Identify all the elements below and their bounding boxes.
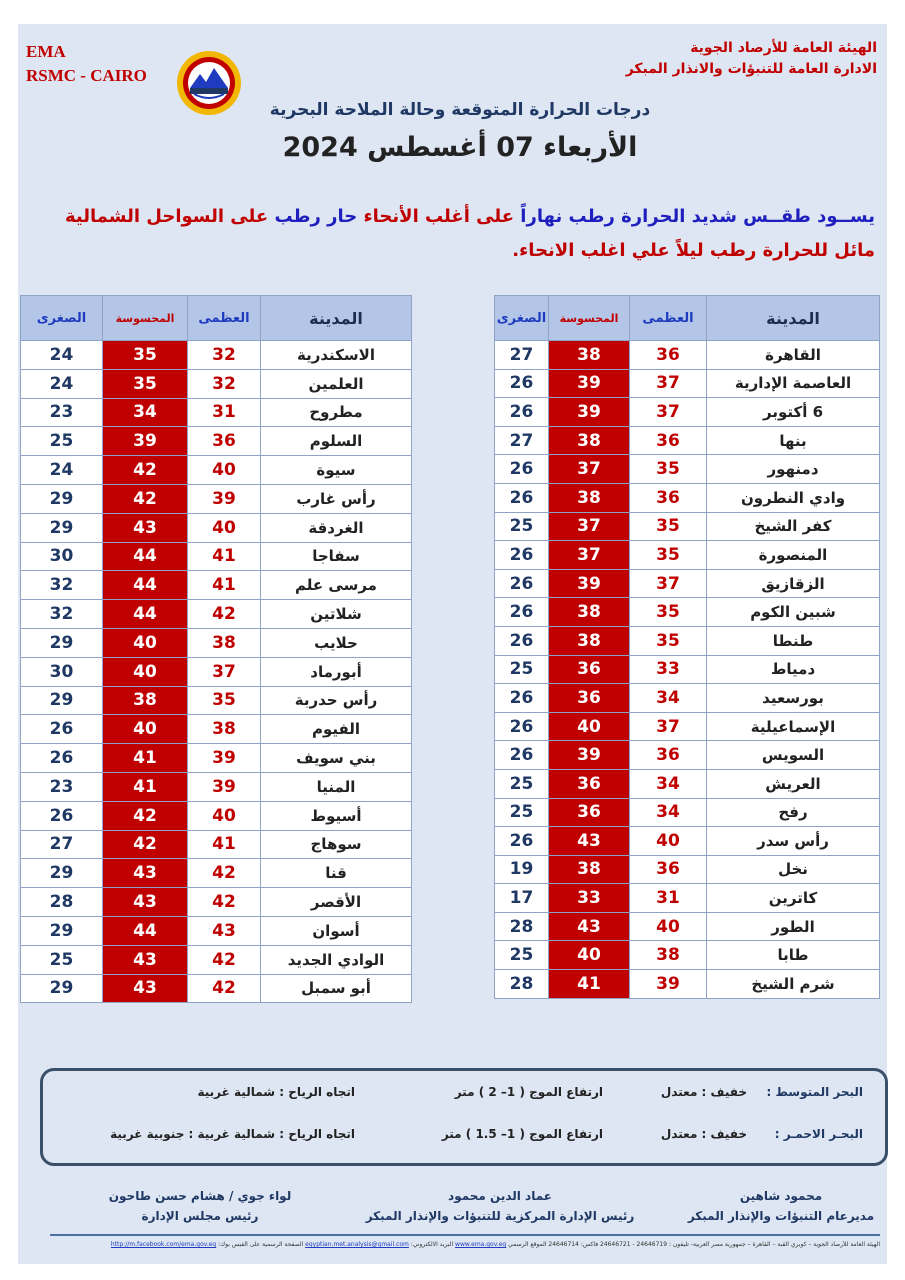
min-temp-cell: 25 [21, 427, 103, 456]
city-cell: طابا [707, 941, 880, 970]
column-feel: المحسوسة [103, 296, 188, 341]
table-row [21, 772, 412, 801]
city-cell: الإسماعيلية [707, 712, 880, 741]
max-temp-cell: 37 [630, 569, 707, 598]
min-temp-cell: 29 [21, 513, 103, 542]
table-row [495, 855, 880, 884]
table-row [495, 483, 880, 512]
table-row [495, 912, 880, 941]
max-temp-cell: 33 [630, 655, 707, 684]
min-temp-cell: 26 [495, 741, 549, 770]
table-row [21, 744, 412, 773]
sea-row-mediterranean [43, 1085, 885, 1109]
max-temp-cell: 36 [630, 741, 707, 770]
table-row [21, 427, 412, 456]
column-feel: المحسوسة [549, 296, 630, 341]
org-name [626, 38, 877, 80]
max-temp-cell: 36 [188, 427, 261, 456]
min-temp-cell: 29 [21, 628, 103, 657]
city-cell: الفيوم [261, 715, 412, 744]
max-temp-cell: 39 [188, 772, 261, 801]
signature-forecast-director [681, 1186, 881, 1226]
feels-like-cell: 42 [103, 484, 188, 513]
min-temp-cell: 29 [21, 484, 103, 513]
table-row [21, 341, 412, 370]
table-row [21, 916, 412, 945]
max-temp-cell: 36 [630, 855, 707, 884]
city-cell: شلاتين [261, 600, 412, 629]
city-cell: دمنهور [707, 455, 880, 484]
min-temp-cell: 30 [21, 657, 103, 686]
forecast-part-2: على أغلب الأنحاء [363, 206, 514, 227]
temperature-table-left [20, 295, 412, 1003]
max-temp-cell: 36 [630, 341, 707, 370]
min-temp-cell: 25 [495, 769, 549, 798]
city-cell: سفاجا [261, 542, 412, 571]
city-cell: شرم الشيخ [707, 970, 880, 999]
feels-like-cell: 43 [103, 859, 188, 888]
feels-like-cell: 35 [103, 341, 188, 370]
table-row [21, 830, 412, 859]
signature-name: محمود شاهين [739, 1189, 823, 1203]
max-temp-cell: 40 [188, 456, 261, 485]
table-row [21, 542, 412, 571]
signature-central-director [360, 1186, 640, 1226]
feels-like-cell: 40 [549, 712, 630, 741]
max-temp-cell: 34 [630, 769, 707, 798]
footer [50, 1241, 880, 1248]
feels-like-cell: 36 [549, 684, 630, 713]
feels-like-cell: 38 [549, 626, 630, 655]
city-cell: بني سويف [261, 744, 412, 773]
max-temp-cell: 40 [188, 801, 261, 830]
footer-address: الهيئة العامة للأرصاد الجوية – كوبري القبة – القاهرة – جمهورية مصر العربية- تليفون : 24646719 - 24646721 فاكس: 24646714 الموقع الرسمي [508, 1241, 880, 1248]
city-cell: نخل [707, 855, 880, 884]
table-row [21, 859, 412, 888]
feels-like-cell: 39 [549, 569, 630, 598]
city-cell: العريش [707, 769, 880, 798]
feels-like-cell: 44 [103, 542, 188, 571]
max-temp-cell: 42 [188, 974, 261, 1003]
feels-like-cell: 37 [549, 512, 630, 541]
max-temp-cell: 34 [630, 684, 707, 713]
city-cell: السويس [707, 741, 880, 770]
min-temp-cell: 26 [495, 541, 549, 570]
column-min: الصغرى [21, 296, 103, 341]
min-temp-cell: 26 [495, 569, 549, 598]
max-temp-cell: 42 [188, 888, 261, 917]
table-row [21, 888, 412, 917]
city-cell: القاهرة [707, 341, 880, 370]
feels-like-cell: 38 [549, 426, 630, 455]
min-temp-cell: 25 [495, 512, 549, 541]
min-temp-cell: 23 [21, 772, 103, 801]
table-row [495, 769, 880, 798]
city-cell: العاصمة الإدارية [707, 369, 880, 398]
max-temp-cell: 35 [630, 626, 707, 655]
city-cell: دمياط [707, 655, 880, 684]
max-temp-cell: 39 [630, 970, 707, 999]
city-cell: المنيا [261, 772, 412, 801]
max-temp-cell: 31 [630, 884, 707, 913]
feels-like-cell: 33 [549, 884, 630, 913]
feels-like-cell: 44 [103, 600, 188, 629]
min-temp-cell: 26 [495, 712, 549, 741]
feels-like-cell: 40 [103, 715, 188, 744]
max-temp-cell: 39 [188, 744, 261, 773]
table-row [21, 686, 412, 715]
wave-height: ارتفاع الموج ( 1– 2 ) متر [454, 1085, 603, 1099]
forecast-line-2: مائل للحرارة رطب ليلاً علي اغلب الانحاء. [512, 240, 875, 261]
temperature-table-right [494, 295, 880, 999]
table-row [21, 974, 412, 1003]
feels-like-cell: 43 [549, 827, 630, 856]
feels-like-cell: 42 [103, 801, 188, 830]
city-cell: أبو سمبل [261, 974, 412, 1003]
min-temp-cell: 26 [495, 626, 549, 655]
table-row [21, 801, 412, 830]
city-cell: شبين الكوم [707, 598, 880, 627]
feels-like-cell: 37 [549, 541, 630, 570]
max-temp-cell: 32 [188, 341, 261, 370]
min-temp-cell: 26 [495, 684, 549, 713]
signature-role: رئيس الإدارة المركزية للتنبؤات والإنذار المبكر [365, 1209, 635, 1223]
table-row [495, 827, 880, 856]
column-city: المدينة [261, 296, 412, 341]
feels-like-cell: 44 [103, 571, 188, 600]
min-temp-cell: 19 [495, 855, 549, 884]
max-temp-cell: 42 [188, 859, 261, 888]
max-temp-cell: 35 [630, 455, 707, 484]
rsmc-label: RSMC - CAIRO [26, 66, 147, 85]
city-cell: الزقازيق [707, 569, 880, 598]
min-temp-cell: 32 [21, 571, 103, 600]
min-temp-cell: 26 [21, 801, 103, 830]
feels-like-cell: 43 [103, 945, 188, 974]
city-cell: بورسعيد [707, 684, 880, 713]
min-temp-cell: 26 [21, 744, 103, 773]
table-row [495, 712, 880, 741]
wind-direction: اتجاه الرياح : شمالية غربية [197, 1085, 355, 1099]
city-cell: حلايب [261, 628, 412, 657]
city-cell: رأس حدربة [261, 686, 412, 715]
table-row [495, 541, 880, 570]
min-temp-cell: 30 [21, 542, 103, 571]
feels-like-cell: 38 [549, 483, 630, 512]
feels-like-cell: 40 [103, 628, 188, 657]
max-temp-cell: 37 [188, 657, 261, 686]
table-row [495, 512, 880, 541]
feels-like-cell: 42 [103, 830, 188, 859]
city-cell: مطروح [261, 398, 412, 427]
signature-role: مديرعام التنبؤات والإنذار المبكر [687, 1209, 875, 1223]
max-temp-cell: 42 [188, 600, 261, 629]
table-row [21, 398, 412, 427]
feels-like-cell: 36 [549, 798, 630, 827]
min-temp-cell: 24 [21, 456, 103, 485]
table-row [21, 513, 412, 542]
table-row [495, 941, 880, 970]
table-row [495, 426, 880, 455]
page-title: درجات الحرارة المتوقعة وحالة الملاحة البحرية [269, 100, 651, 120]
max-temp-cell: 40 [188, 513, 261, 542]
city-cell: أسيوط [261, 801, 412, 830]
feels-like-cell: 40 [549, 941, 630, 970]
footer-divider [50, 1234, 880, 1236]
min-temp-cell: 17 [495, 884, 549, 913]
min-temp-cell: 24 [21, 369, 103, 398]
footer-facebook-link[interactable]: http://m.facebook.com/ema.gov.eg [110, 1241, 217, 1248]
feels-like-cell: 42 [103, 456, 188, 485]
city-cell: طنطا [707, 626, 880, 655]
city-cell: وادي النطرون [707, 483, 880, 512]
table-header-row [495, 296, 880, 341]
min-temp-cell: 26 [495, 455, 549, 484]
table-row [495, 970, 880, 999]
min-temp-cell: 29 [21, 916, 103, 945]
max-temp-cell: 36 [630, 426, 707, 455]
feels-like-cell: 43 [103, 513, 188, 542]
table-row [495, 741, 880, 770]
max-temp-cell: 42 [188, 945, 261, 974]
max-temp-cell: 37 [630, 398, 707, 427]
city-cell: الغردقة [261, 513, 412, 542]
feels-like-cell: 34 [103, 398, 188, 427]
min-temp-cell: 24 [21, 341, 103, 370]
sea-state: خفيف : معتدل [660, 1127, 747, 1141]
org-line-1: الهيئة العامة للأرصاد الجوية [690, 40, 877, 56]
min-temp-cell: 25 [495, 798, 549, 827]
footer-email-link[interactable]: egyptian.met.analysis@gmail.com [305, 1241, 409, 1248]
forecast-part-1: يســود طقــس شديد الحرارة رطب نهاراً [520, 206, 875, 227]
wave-height: ارتفاع الموج ( 1– 1.5 ) متر [441, 1127, 603, 1141]
footer-website-link[interactable]: www.ema.gov.eg [455, 1241, 507, 1248]
min-temp-cell: 29 [21, 686, 103, 715]
min-temp-cell: 27 [495, 426, 549, 455]
table-row [495, 684, 880, 713]
feels-like-cell: 38 [549, 341, 630, 370]
feels-like-cell: 39 [103, 427, 188, 456]
min-temp-cell: 26 [495, 827, 549, 856]
city-cell: رأس غارب [261, 484, 412, 513]
table-header-row [21, 296, 412, 341]
min-temp-cell: 26 [21, 715, 103, 744]
forecast-part-3: حار رطب [274, 206, 358, 227]
min-temp-cell: 32 [21, 600, 103, 629]
min-temp-cell: 23 [21, 398, 103, 427]
max-temp-cell: 34 [630, 798, 707, 827]
table-row [21, 484, 412, 513]
table-row [495, 626, 880, 655]
city-cell: 6 أكتوبر [707, 398, 880, 427]
feels-like-cell: 38 [549, 598, 630, 627]
min-temp-cell: 27 [495, 341, 549, 370]
table-row [495, 398, 880, 427]
feels-like-cell: 38 [103, 686, 188, 715]
ema-label [26, 40, 147, 88]
city-cell: سيوة [261, 456, 412, 485]
city-cell: السلوم [261, 427, 412, 456]
wind-direction: اتجاه الرياح : شمالية غربية : جنوبية غربية [110, 1127, 355, 1141]
city-cell: المنصورة [707, 541, 880, 570]
signature-name: لواء جوي / هشام حسن طاحون [108, 1189, 292, 1203]
city-cell: أبورماد [261, 657, 412, 686]
footer-email-label: البريد الالكتروني: [410, 1241, 454, 1248]
table-row [21, 628, 412, 657]
sea-state-box [40, 1068, 888, 1166]
city-cell: قنا [261, 859, 412, 888]
city-cell: الوادي الجديد [261, 945, 412, 974]
feels-like-cell: 40 [103, 657, 188, 686]
min-temp-cell: 26 [495, 598, 549, 627]
feels-like-cell: 37 [549, 455, 630, 484]
feels-like-cell: 43 [103, 888, 188, 917]
table-row [495, 798, 880, 827]
city-cell: كفر الشيخ [707, 512, 880, 541]
ema-abbrev: EMA [26, 42, 66, 61]
footer-facebook-label: الصفحة الرسمية على الفيس بوك: [218, 1241, 304, 1248]
forecast-part-4: على السواحل الشمالية [64, 206, 269, 227]
column-city: المدينة [707, 296, 880, 341]
feels-like-cell: 43 [549, 912, 630, 941]
city-cell: مرسى علم [261, 571, 412, 600]
feels-like-cell: 41 [549, 970, 630, 999]
org-line-2: الادارة العامة للتنبؤات والانذار المبكر [625, 61, 877, 77]
feels-like-cell: 41 [103, 744, 188, 773]
min-temp-cell: 25 [495, 941, 549, 970]
table-row [495, 655, 880, 684]
table-row [21, 571, 412, 600]
city-cell: الاسكندرية [261, 341, 412, 370]
max-temp-cell: 32 [188, 369, 261, 398]
city-cell: رأس سدر [707, 827, 880, 856]
feels-like-cell: 44 [103, 916, 188, 945]
signature-chairman [90, 1186, 310, 1226]
city-cell: كاترين [707, 884, 880, 913]
forecast-line-1 [25, 206, 875, 227]
table-row [21, 715, 412, 744]
max-temp-cell: 37 [630, 712, 707, 741]
max-temp-cell: 36 [630, 483, 707, 512]
min-temp-cell: 26 [495, 398, 549, 427]
table-row [21, 456, 412, 485]
max-temp-cell: 43 [188, 916, 261, 945]
feels-like-cell: 39 [549, 398, 630, 427]
max-temp-cell: 35 [630, 512, 707, 541]
max-temp-cell: 39 [188, 484, 261, 513]
sea-name: البحـر الاحمـر : [774, 1127, 863, 1141]
signature-role: رئيس مجلس الإدارة [141, 1209, 259, 1223]
max-temp-cell: 35 [630, 541, 707, 570]
max-temp-cell: 38 [630, 941, 707, 970]
table-row [495, 598, 880, 627]
max-temp-cell: 40 [630, 912, 707, 941]
column-max: العظمى [630, 296, 707, 341]
feels-like-cell: 43 [103, 974, 188, 1003]
max-temp-cell: 41 [188, 571, 261, 600]
min-temp-cell: 26 [495, 483, 549, 512]
table-row [495, 455, 880, 484]
city-cell: سوهاج [261, 830, 412, 859]
table-row [21, 657, 412, 686]
column-min: الصغرى [495, 296, 549, 341]
sea-row-red-sea [43, 1127, 885, 1151]
max-temp-cell: 37 [630, 369, 707, 398]
column-max: العظمى [188, 296, 261, 341]
feels-like-cell: 36 [549, 769, 630, 798]
table-row [495, 369, 880, 398]
max-temp-cell: 38 [188, 715, 261, 744]
min-temp-cell: 25 [21, 945, 103, 974]
min-temp-cell: 28 [495, 912, 549, 941]
min-temp-cell: 26 [495, 369, 549, 398]
city-cell: الطور [707, 912, 880, 941]
max-temp-cell: 31 [188, 398, 261, 427]
city-cell: رفح [707, 798, 880, 827]
city-cell: الأقصر [261, 888, 412, 917]
min-temp-cell: 25 [495, 655, 549, 684]
feels-like-cell: 39 [549, 369, 630, 398]
feels-like-cell: 35 [103, 369, 188, 398]
feels-like-cell: 41 [103, 772, 188, 801]
sea-name: البحر المتوسط : [766, 1085, 863, 1099]
feels-like-cell: 39 [549, 741, 630, 770]
max-temp-cell: 35 [630, 598, 707, 627]
max-temp-cell: 40 [630, 827, 707, 856]
table-row [21, 600, 412, 629]
sea-state: خفيف : معتدل [660, 1085, 747, 1099]
min-temp-cell: 28 [495, 970, 549, 999]
max-temp-cell: 41 [188, 830, 261, 859]
feels-like-cell: 38 [549, 855, 630, 884]
city-cell: بنها [707, 426, 880, 455]
signature-name: عماد الدين محمود [448, 1189, 552, 1203]
min-temp-cell: 29 [21, 859, 103, 888]
min-temp-cell: 28 [21, 888, 103, 917]
table-row [495, 341, 880, 370]
table-row [495, 884, 880, 913]
max-temp-cell: 41 [188, 542, 261, 571]
min-temp-cell: 29 [21, 974, 103, 1003]
forecast-date: الأربعاء 07 أغسطس 2024 [282, 132, 638, 163]
max-temp-cell: 38 [188, 628, 261, 657]
max-temp-cell: 35 [188, 686, 261, 715]
feels-like-cell: 36 [549, 655, 630, 684]
table-row [495, 569, 880, 598]
min-temp-cell: 27 [21, 830, 103, 859]
city-cell: أسوان [261, 916, 412, 945]
city-cell: العلمين [261, 369, 412, 398]
table-row [21, 369, 412, 398]
table-row [21, 945, 412, 974]
